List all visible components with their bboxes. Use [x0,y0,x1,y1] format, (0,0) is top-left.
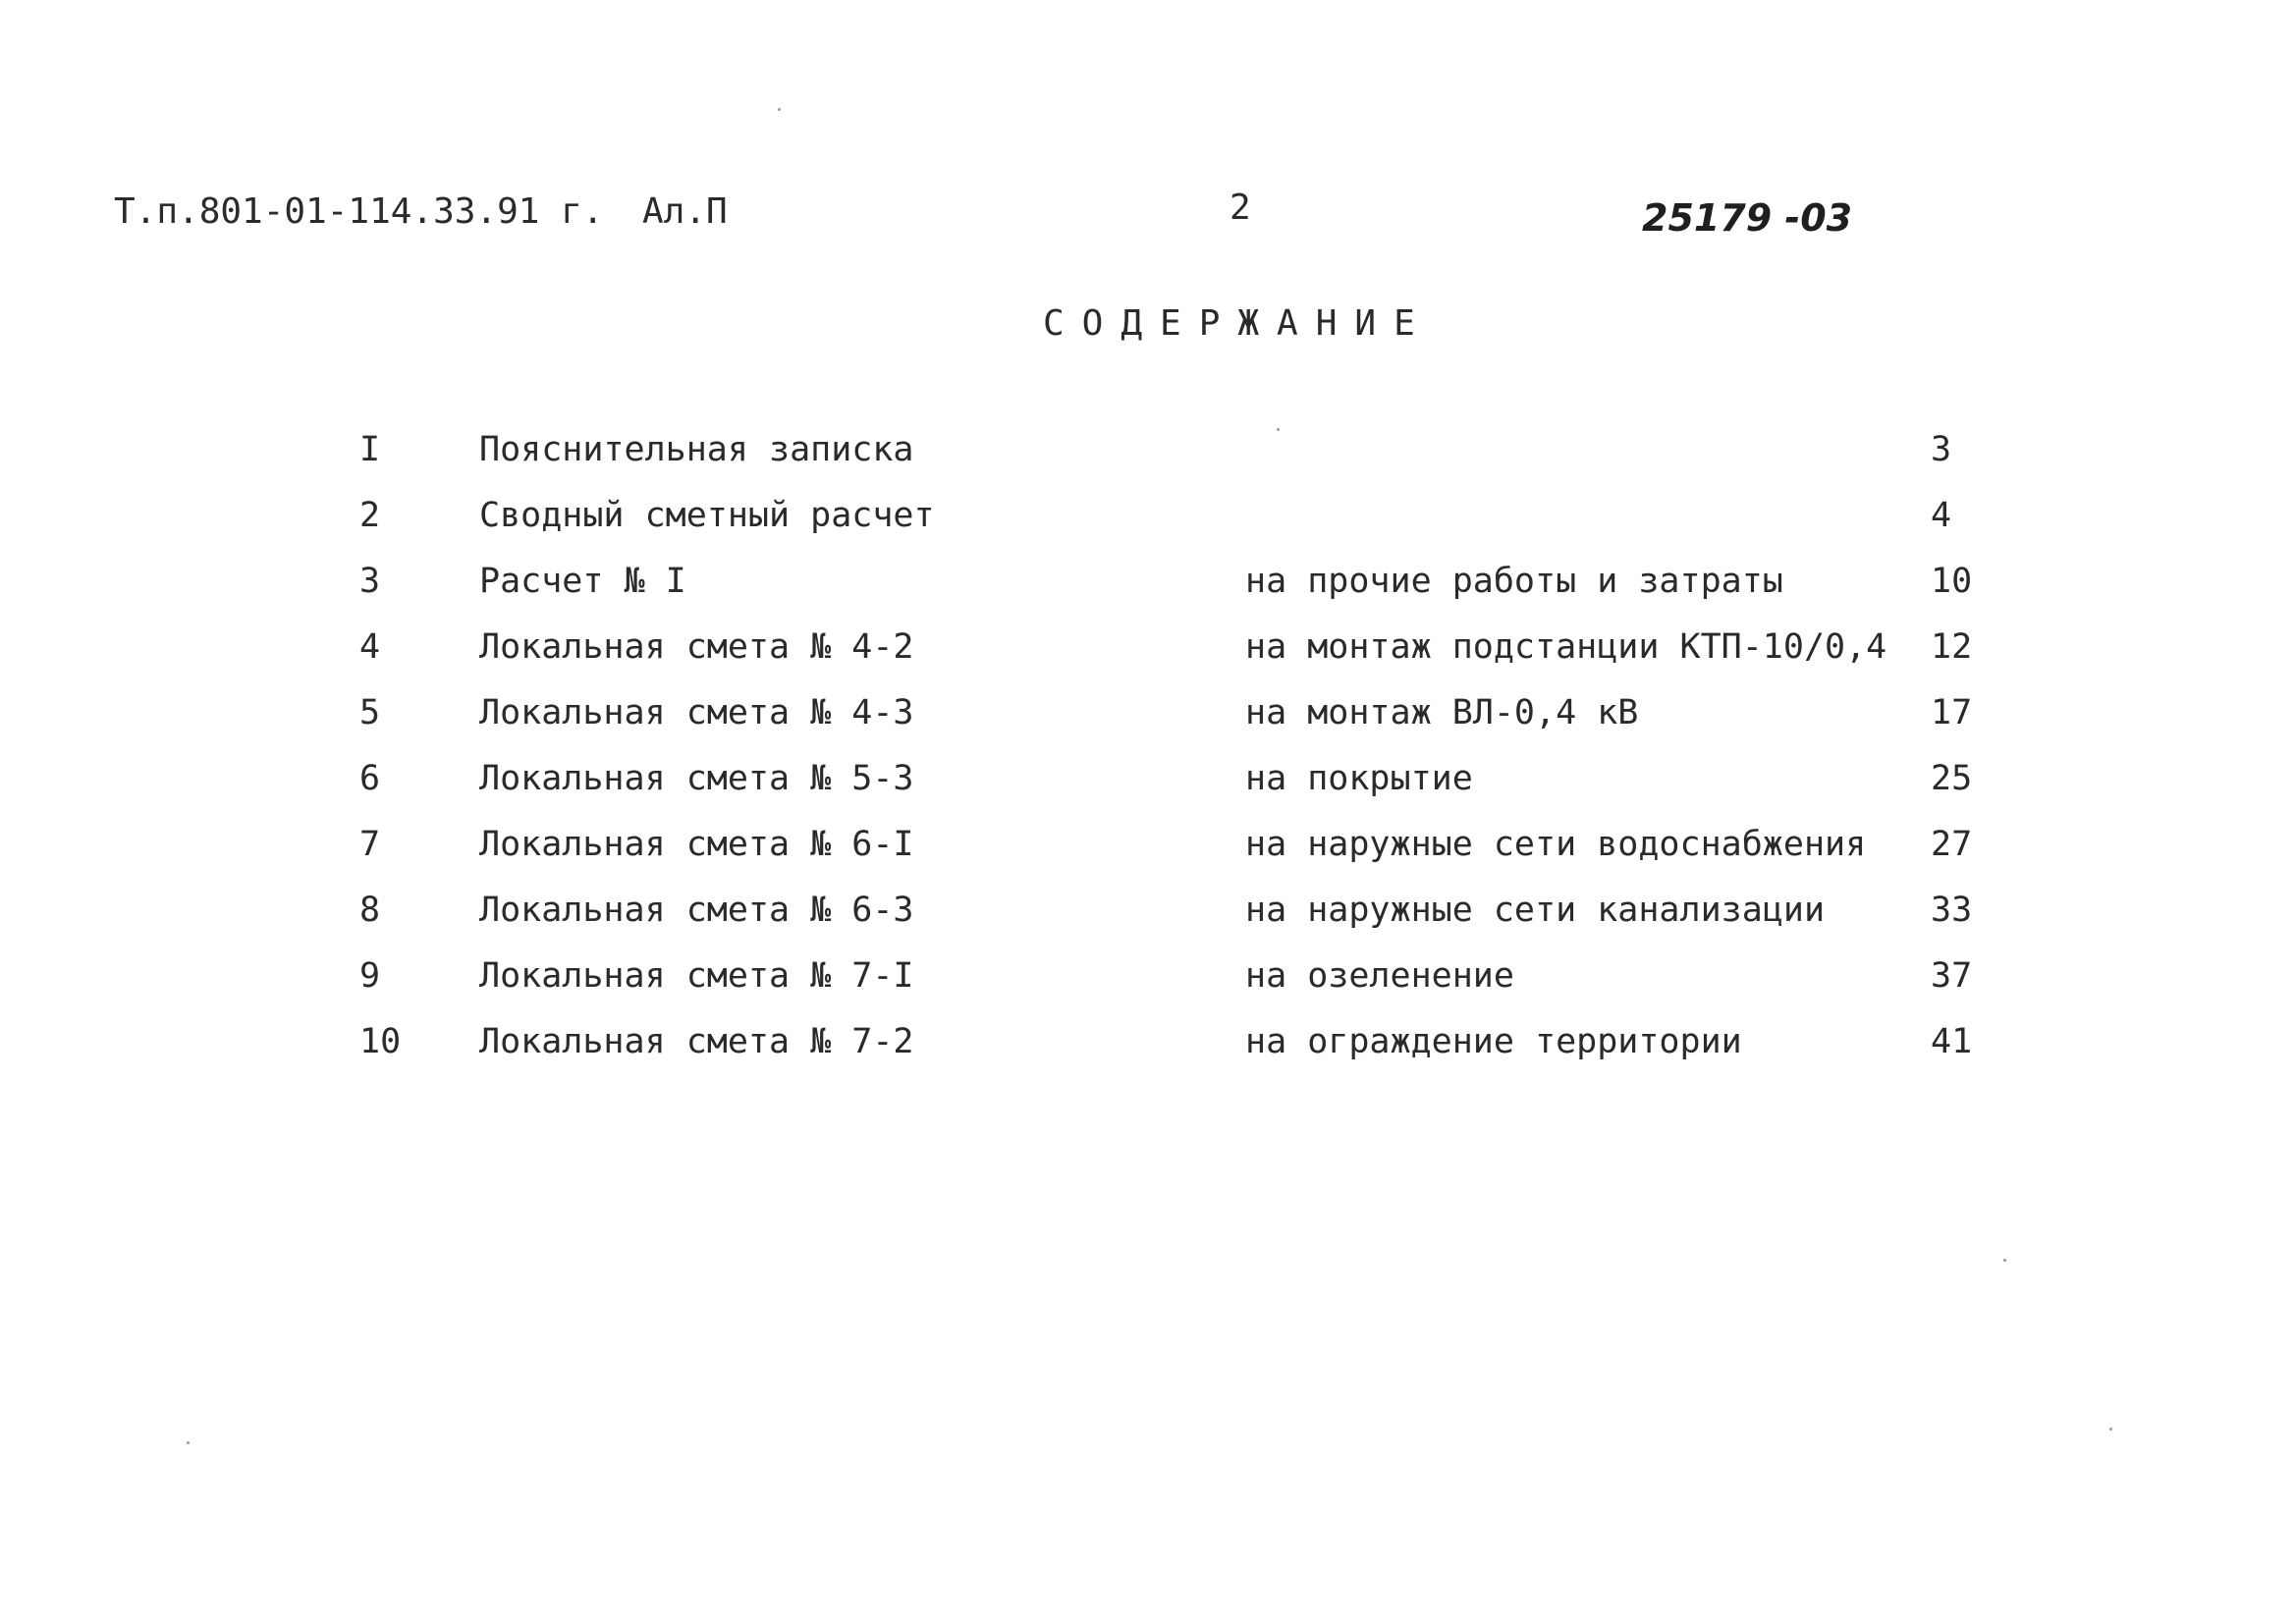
toc-item-title: Сводный сметный расчет [479,496,935,535]
toc-item-number: 7 [359,825,381,864]
toc-item-description: на озеленение [1245,956,1514,996]
toc-item-number: 10 [359,1022,402,1061]
toc-item-page: 3 [1931,430,1952,469]
inventory-number-handwritten: 25179 -03 [1642,196,1853,240]
toc-item-title: Расчет № I [479,562,686,601]
toc-row [0,430,2296,489]
toc-item-page: 27 [1931,825,1973,864]
toc-item-description: на монтаж подстанции КТП-10/0,4 [1245,627,1887,667]
toc-item-page: 25 [1931,759,1973,798]
toc-item-number: 8 [359,891,381,930]
toc-item-title: Локальная смета № 6-I [479,825,914,864]
toc-row [0,627,2296,686]
toc-item-number: 2 [359,496,381,535]
toc-row [0,496,2296,555]
toc-item-title: Локальная смета № 7-2 [479,1022,914,1061]
toc-item-title: Локальная смета № 5-3 [479,759,914,798]
toc-item-page: 37 [1931,956,1973,996]
toc-row [0,1022,2296,1081]
toc-row [0,891,2296,949]
toc-item-page: 33 [1931,891,1973,930]
toc-item-description: на наружные сети водоснабжения [1245,825,1867,864]
toc-item-page: 4 [1931,496,1952,535]
toc-item-description: на прочие работы и затраты [1245,562,1783,601]
toc-item-number: 9 [359,956,381,996]
page-number: 2 [1230,188,1251,228]
toc-item-page: 12 [1931,627,1973,667]
scan-speck [778,108,781,111]
toc-item-description: на ограждение территории [1245,1022,1742,1061]
toc-item-title: Пояснительная записка [479,430,914,469]
toc-item-title: Локальная смета № 4-3 [479,693,914,732]
toc-row [0,562,2296,621]
toc-row [0,759,2296,818]
toc-item-title: Локальная смета № 6-3 [479,891,914,930]
scan-speck [2109,1428,2112,1431]
toc-item-description: на покрытие [1245,759,1473,798]
toc-item-page: 10 [1931,562,1973,601]
page-title: СОДЕРЖАНИЕ [1043,303,1433,344]
toc-item-page: 41 [1931,1022,1973,1061]
toc-item-title: Локальная смета № 7-I [479,956,914,996]
sheet-label: Ал.П [642,191,728,232]
document-code: Т.п.801-01-114.33.91 г. [114,191,604,232]
toc-item-number: 4 [359,627,381,667]
toc-item-number: 6 [359,759,381,798]
toc-row [0,693,2296,752]
toc-row [0,956,2296,1015]
scan-speck [187,1441,190,1444]
toc-item-number: 5 [359,693,381,732]
toc-item-description: на наружные сети канализации [1245,891,1826,930]
toc-row [0,825,2296,884]
scan-speck [2003,1259,2006,1262]
toc-item-description: на монтаж ВЛ-0,4 кВ [1245,693,1639,732]
toc-item-title: Локальная смета № 4-2 [479,627,914,667]
toc-item-page: 17 [1931,693,1973,732]
toc-item-number: I [359,430,381,469]
toc-item-number: 3 [359,562,381,601]
scan-speck [1277,428,1280,431]
